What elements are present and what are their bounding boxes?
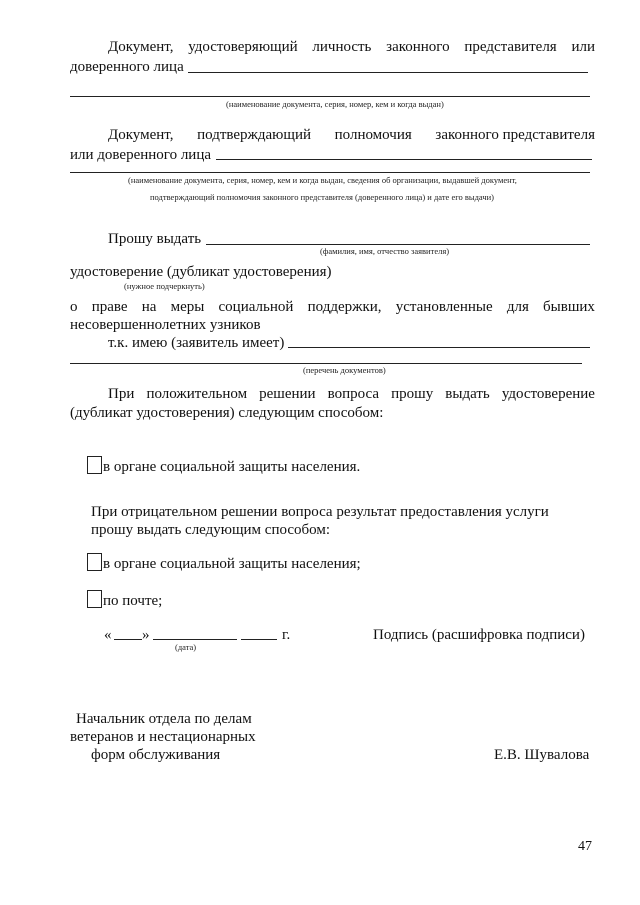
authority-doc-caption-1: (наименование документа, серия, номер, кем и когда выдан, сведения об организации, выдавшей документ, xyxy=(128,175,517,185)
date-close-quote: » xyxy=(142,627,150,643)
support-measures-line-2: несовершеннолетних узников xyxy=(70,317,261,333)
signature-label: Подпись (расшифровка подписи) xyxy=(373,627,585,643)
page-number: 47 xyxy=(578,839,592,854)
authority-doc-field[interactable] xyxy=(216,159,592,160)
negative-option-1-checkbox[interactable] xyxy=(87,553,102,571)
identity-doc-field-2[interactable] xyxy=(70,96,590,97)
date-month-field[interactable] xyxy=(153,639,237,640)
negative-decision-line-2: прошу выдать следующим способом: xyxy=(91,522,331,538)
negative-decision-line-1: При отрицательном решении вопроса результат предоставления услуги xyxy=(91,504,549,520)
applicant-name-field[interactable] xyxy=(206,244,590,245)
positive-decision-line-1: При положительном решении вопроса прошу выдать удостоверение xyxy=(108,386,595,402)
positive-decision-line-2: (дубликат удостоверения) следующим способом: xyxy=(70,405,384,421)
authority-doc-caption-2: подтверждающий полномочия законного представителя (доверенного лица) и дате его выдачи) xyxy=(150,192,495,202)
positive-option-1-checkbox[interactable] xyxy=(87,456,102,474)
request-label: Прошу выдать xyxy=(108,231,202,247)
identity-doc-caption: (наименование документа, серия, номер, кем и когда выдан) xyxy=(226,99,444,109)
authority-doc-label: или доверенного лица xyxy=(70,147,212,163)
identity-doc-line-1: Документ, удостоверяющий личность законного представителя или xyxy=(108,39,595,55)
applicant-name-caption: (фамилия, имя, отчество заявителя) xyxy=(320,246,450,256)
date-open-quote: « xyxy=(104,627,112,643)
identity-doc-field[interactable] xyxy=(188,72,588,73)
underline-caption: (нужное подчеркнуть) xyxy=(124,281,205,291)
documents-field-2[interactable] xyxy=(70,363,582,364)
date-day-field[interactable] xyxy=(114,639,142,640)
documents-label: т.к. имею (заявитель имеет) xyxy=(108,335,285,351)
negative-option-2-checkbox[interactable] xyxy=(87,590,102,608)
negative-option-2-label: по почте; xyxy=(103,593,163,609)
authority-doc-line-1: Документ, подтверждающий полномочия законного представителя xyxy=(108,127,595,143)
identity-doc-label: доверенного лица xyxy=(70,59,184,75)
positive-option-1-label: в органе социальной защиты населения. xyxy=(103,459,361,475)
certificate-option-text[interactable]: удостоверение (дубликат удостоверения) xyxy=(70,264,332,280)
date-year-field[interactable] xyxy=(241,639,277,640)
documents-caption: (перечень документов) xyxy=(303,365,386,375)
negative-option-1-label: в органе социальной защиты населения; xyxy=(103,556,361,572)
support-measures-line-1: о праве на меры социальной поддержки, установленные для бывших xyxy=(70,299,595,315)
footer-position-2: ветеранов и нестационарных xyxy=(70,729,256,745)
footer-position-1: Начальник отдела по делам xyxy=(76,711,252,727)
footer-position-3: форм обслуживания xyxy=(91,747,221,763)
date-year-suffix: г. xyxy=(282,627,291,643)
footer-signatory-name: Е.В. Шувалова xyxy=(494,747,590,763)
documents-field[interactable] xyxy=(288,347,590,348)
authority-doc-field-2[interactable] xyxy=(70,172,590,173)
date-caption: (дата) xyxy=(175,642,197,652)
